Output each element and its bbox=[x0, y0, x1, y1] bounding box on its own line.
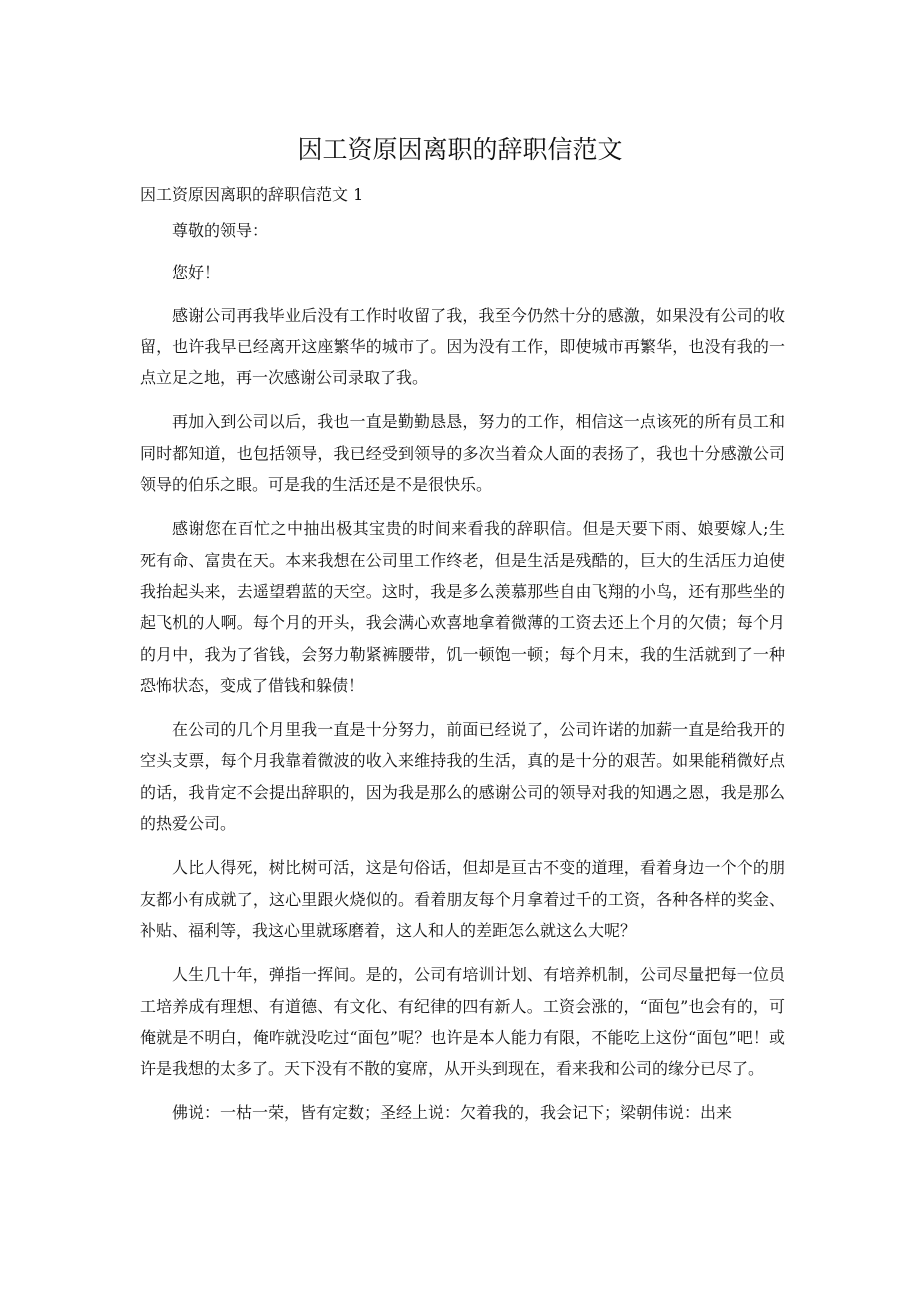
document-body bbox=[140, 215, 785, 1142]
paragraph: 感谢您在百忙之中抽出极其宝贵的时间来看我的辞职信。但是天要下雨、娘要嫁人;生死有命、富贵在天。本来我想在公司里工作终老，但是生活是残酷的，巨大的生活压力迫使我抬起头来，去遥望碧蓝的天空。这时，我是多么羡慕那些自由飞翔的小鸟，还有那些坐的起飞机的人啊。每个月的开头，我会满心欢喜地拿着微薄的工资去还上个月的欠债；每个月的月中，我为了省钱，会努力勒紧裤腰带，饥一顿饱一顿；每个月末，我的生活就到了一种恐怖状态，变成了借钱和躲债！ bbox=[140, 519, 785, 695]
paragraph: 再加入到公司以后，我也一直是勤勤恳恳，努力的工作，相信这一点该死的所有员工和同时都知道，也包括领导，我已经受到领导的多次当着众人面的表扬了，我也十分感激公司领导的伯乐之眼。可是我的生活还是不是很快乐。 bbox=[140, 412, 785, 495]
document-title: 因工资原因离职的辞职信范文 bbox=[297, 135, 623, 164]
paragraph: 人比人得死，树比树可活，这是句俗话，但却是亘古不变的道理，看着身边一个个的朋友都小有成就了，这心里跟火烧似的。看着朋友每个月拿着过千的工资，各种各样的奖金、补贴、福利等，我这心里就琢磨着，这人和人的差距怎么就这么大呢？ bbox=[140, 858, 785, 940]
document-subtitle: 因工资原因离职的辞职信范文 1 bbox=[140, 185, 364, 204]
paragraph: 感谢公司再我毕业后没有工作时收留了我，我至今仍然十分的感激，如果没有公司的收留，也许我早已经离开这座繁华的城市了。因为没有工作，即使城市再繁华，也没有我的一点立足之地，再一次感谢公司录取了我。 bbox=[140, 305, 785, 388]
paragraph: 佛说：一枯一荣，皆有定数；圣经上说：欠着我的，我会记下；梁朝伟说：出来 bbox=[172, 1103, 733, 1123]
greeting: 您好！ bbox=[172, 263, 221, 283]
salutation: 尊敬的领导： bbox=[172, 221, 269, 240]
paragraph: 在公司的几个月里我一直是十分努力，前面已经说了，公司许诺的加薪一直是给我开的空头支票，每个月我靠着微波的收入来维持我的生活，真的是十分的艰苦。如果能稍微好点的话，我肯定不会提出辞职的，因为我是那么的感谢公司的领导对我的知遇之恩，我是那么的热爱公司。 bbox=[140, 720, 785, 834]
paragraph: 人生几十年，弹指一挥间。是的，公司有培训计划、有培养机制，公司尽量把每一位员工培养成有理想、有道德、有文化、有纪律的四有新人。工资会涨的，“面包”也会有的，可俺就是不明白，俺咋就没吃过“面包”呢？也许是本人能力有限，不能吃上这份“面包”吧！或许是我想的太多了。天下没有不散的宴席，从开头到现在，看来我和公司的缘分已尽了。 bbox=[140, 965, 785, 1079]
